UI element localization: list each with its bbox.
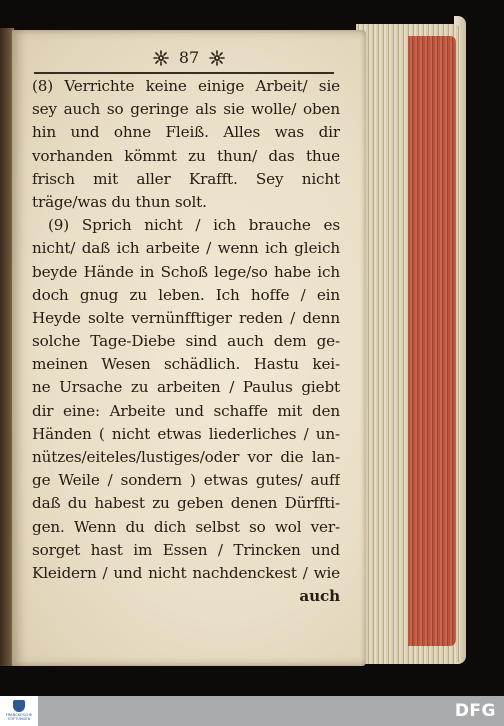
page-header: [12, 47, 366, 67]
text-line: nicht/ daß ich arbeite / wenn ich gleich: [32, 239, 340, 258]
text-line: ge Weile / sondern ) etwas gutes/ auff: [32, 471, 340, 490]
text-line: solche Tage-Diebe sind auch dem ge-: [32, 332, 340, 351]
text-line: hin und ohne Fleiß. Alles was dir: [32, 123, 340, 142]
page-text: [32, 75, 340, 608]
text-line: (8) Verrichte keine einige Arbeit/ sie: [32, 77, 340, 95]
shield-icon: [13, 700, 25, 712]
text-line: beyde Hände in Schoß lege/so habe ich: [32, 262, 340, 281]
text-line: (9) Sprich nicht / ich brauche es: [48, 216, 340, 235]
ornament-right-icon: [209, 50, 225, 66]
text-line: doch gnug zu leben. Ich hoffe / ein: [32, 285, 340, 304]
page-number: 87: [178, 48, 200, 67]
header-rule: [34, 72, 334, 74]
text-line: ne Ursache zu arbeiten / Paulus giebt: [32, 378, 340, 397]
text-line: Heyde solte vernünfftiger reden / denn: [32, 308, 340, 327]
text-line: auch: [299, 587, 340, 606]
institution-logo[interactable]: [0, 696, 38, 726]
red-edge-cover: [408, 36, 456, 646]
text-line: gen. Wenn du dich selbst so wol ver-: [32, 517, 340, 536]
viewer-footer-bar: [0, 696, 504, 726]
logo-text: FRANCKESCHE STIFTUNGEN: [5, 713, 33, 721]
text-line: dir eine: Arbeite und schaffe mit den: [32, 401, 340, 420]
text-line: daß du habest zu geben denen Dürffti-: [32, 494, 340, 513]
text-line: frisch mit aller Krafft. Sey nicht: [32, 169, 340, 188]
text-line: sorget hast im Essen / Trincken und: [32, 540, 340, 559]
text-line: sey auch so geringe als sie wolle/ oben: [32, 100, 340, 119]
dfg-logo: DFG: [454, 701, 496, 721]
text-line: meinen Wesen schädlich. Hastu kei-: [32, 355, 340, 374]
text-line: nützes/eiteles/lustiges/oder vor die lan-: [32, 448, 340, 466]
text-line: Händen ( nicht etwas liederliches / un-: [32, 424, 340, 443]
text-line: vorhanden kömmt zu thun/ das thue: [32, 146, 340, 165]
book-page: [12, 30, 366, 666]
text-line: Kleidern / und nicht nachdenckest / wie: [32, 563, 340, 582]
ornament-left-icon: [153, 50, 169, 66]
text-line: träge/was du thun solt.: [32, 192, 207, 211]
